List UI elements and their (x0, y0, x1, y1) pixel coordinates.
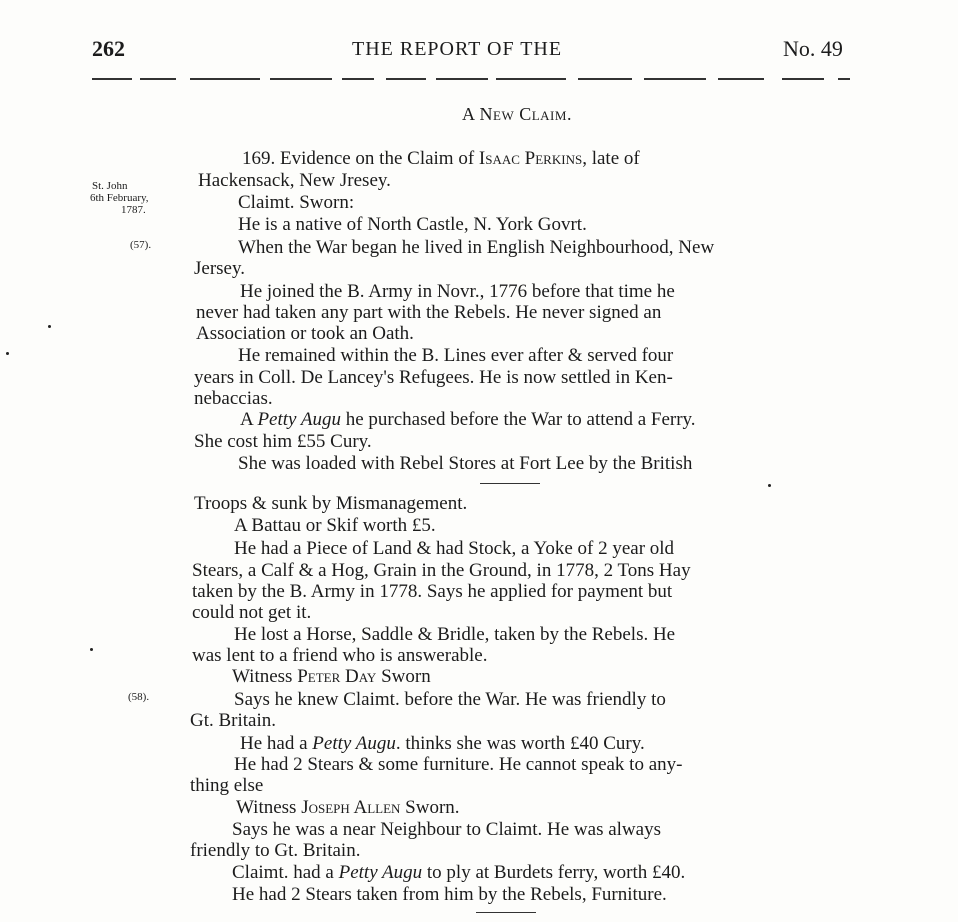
text-line: Stears, a Calf & a Hog, Grain in the Ground, in 1778, 2 Tons Hay (192, 560, 691, 581)
text-line: He lost a Horse, Saddle & Bridle, taken by the Rebels. He (234, 624, 676, 645)
text-line: She cost him £55 Cury. (194, 431, 372, 452)
text-line: Witness Peter Day Sworn (232, 666, 431, 687)
text-line: He remained within the B. Lines ever after & served four (238, 345, 674, 366)
text-line: A Petty Augu he purchased before the War to attend a Ferry. (240, 409, 696, 430)
claimant-name: Isaac Perkins (478, 148, 583, 169)
text-line: 169. Evidence on the Claim of Isaac Perkins, late of (242, 148, 640, 169)
page-number: 262 (92, 36, 125, 61)
text-line: thing else (190, 775, 264, 796)
text-line: She was loaded with Rebel Stores at Fort Lee by the British (238, 453, 693, 474)
section-title: A New Claim. (462, 104, 572, 124)
text-line: taken by the B. Army in 1778. Says he applied for payment but (192, 581, 673, 602)
text-line: Witness Joseph Allen Sworn. (236, 797, 460, 818)
text-line: He joined the B. Army in Novr., 1776 before that time he (240, 281, 675, 302)
fold-rule (480, 483, 540, 484)
running-head: THE REPORT OF THE (352, 38, 563, 60)
witness-name: Peter Day (297, 666, 377, 687)
scan-speck (768, 484, 771, 487)
text-line: He is a native of North Castle, N. York Govrt. (238, 214, 587, 235)
margin-note-date: 6th February, (90, 192, 149, 204)
text-line: He had 2 Stears taken from him by the Rebels, Furniture. (232, 884, 667, 905)
text-line: Says he knew Claimt. before the War. He was friendly to (234, 689, 666, 710)
end-rule (476, 912, 536, 913)
text-line: Says he was a near Neighbour to Claimt. He was always (232, 819, 661, 840)
margin-note-ref-58: (58). (128, 691, 150, 703)
text-line: A Battau or Skif worth £5. (234, 515, 436, 536)
text-line: Troops & sunk by Mismanagement. (194, 493, 468, 514)
text-line: He had a Piece of Land & had Stock, a Yoke of 2 year old (234, 538, 675, 559)
report-number: No. 49 (783, 36, 843, 61)
text-line: nebaccias. (194, 388, 273, 409)
text-line: Jersey. (194, 258, 245, 279)
text-line: Gt. Britain. (190, 710, 277, 731)
scan-speck (90, 648, 93, 651)
text-line: years in Coll. De Lancey's Refugees. He is now settled in Ken- (194, 367, 673, 388)
text-line: could not get it. (192, 602, 312, 623)
text-line: When the War began he lived in English Neighbourhood, New (238, 237, 715, 258)
text-line: Claimt. had a Petty Augu to ply at Burdets ferry, worth £40. (232, 862, 686, 883)
text-line: Association or took an Oath. (196, 323, 414, 344)
text-line: friendly to Gt. Britain. (190, 840, 361, 861)
margin-note-place: St. John (92, 180, 128, 192)
text-line: Claimt. Sworn: (238, 192, 355, 213)
text-line: He had 2 Stears & some furniture. He cannot speak to any- (234, 754, 683, 775)
witness-name: Joseph Allen (301, 797, 401, 818)
text-line: Hackensack, New Jresey. (198, 170, 391, 191)
margin-note-year: 1787. (121, 204, 146, 216)
text-line: never had taken any part with the Rebels. He never signed an (196, 302, 662, 323)
margin-note-ref-57: (57). (130, 239, 152, 251)
text-line: was lent to a friend who is answerable. (192, 645, 488, 666)
text-line: He had a Petty Augu. thinks she was worth £40 Cury. (240, 733, 645, 754)
scan-speck (48, 325, 51, 328)
scan-speck (6, 352, 9, 355)
